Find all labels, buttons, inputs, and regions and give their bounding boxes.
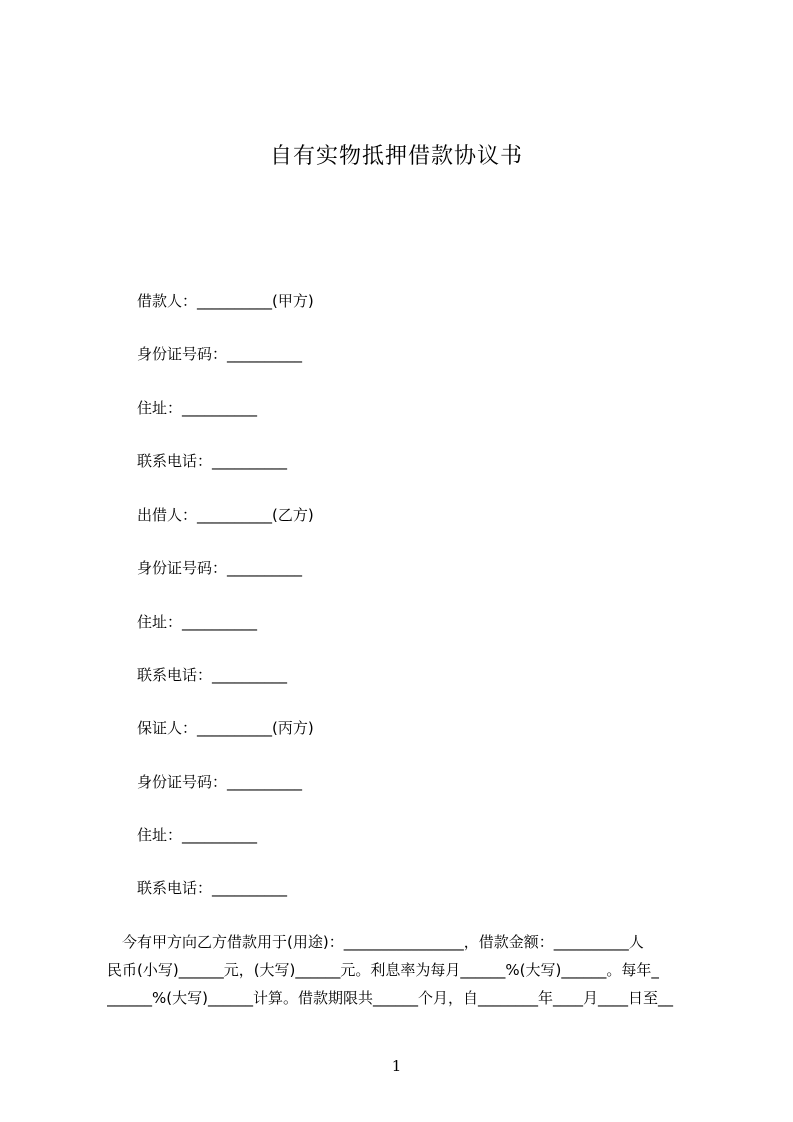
loan-terms-line: 今有甲方向乙方借款用于(用途)：________________，借款金额：__________人 [107,933,644,951]
lender-address-field: 住址：__________ [137,613,258,631]
guarantor-address-field: 住址：__________ [137,826,258,844]
document-title: 自有实物抵押借款协议书 [269,144,523,169]
loan-terms-line: ______%(大写)______计算。借款期限共______个月，自________年____月____日至__ [107,989,673,1007]
loan-terms-line: 民币(小写)______元，(大写)______元。利息率为每月______%(大写)______。每年_ [107,961,659,979]
lender-name-field: 出借人：__________(乙方) [137,506,314,524]
borrower-id-field: 身份证号码：__________ [137,345,303,363]
guarantor-id-field: 身份证号码：__________ [137,773,303,791]
borrower-phone-field: 联系电话：__________ [137,452,288,470]
guarantor-phone-field: 联系电话：__________ [137,879,288,897]
lender-phone-field: 联系电话：__________ [137,666,288,684]
page-number: 1 [391,1057,402,1075]
lender-id-field: 身份证号码：__________ [137,559,303,577]
borrower-address-field: 住址：__________ [137,399,258,417]
guarantor-name-field: 保证人：__________(丙方) [137,719,314,737]
borrower-name-field: 借款人：__________(甲方) [137,292,314,310]
